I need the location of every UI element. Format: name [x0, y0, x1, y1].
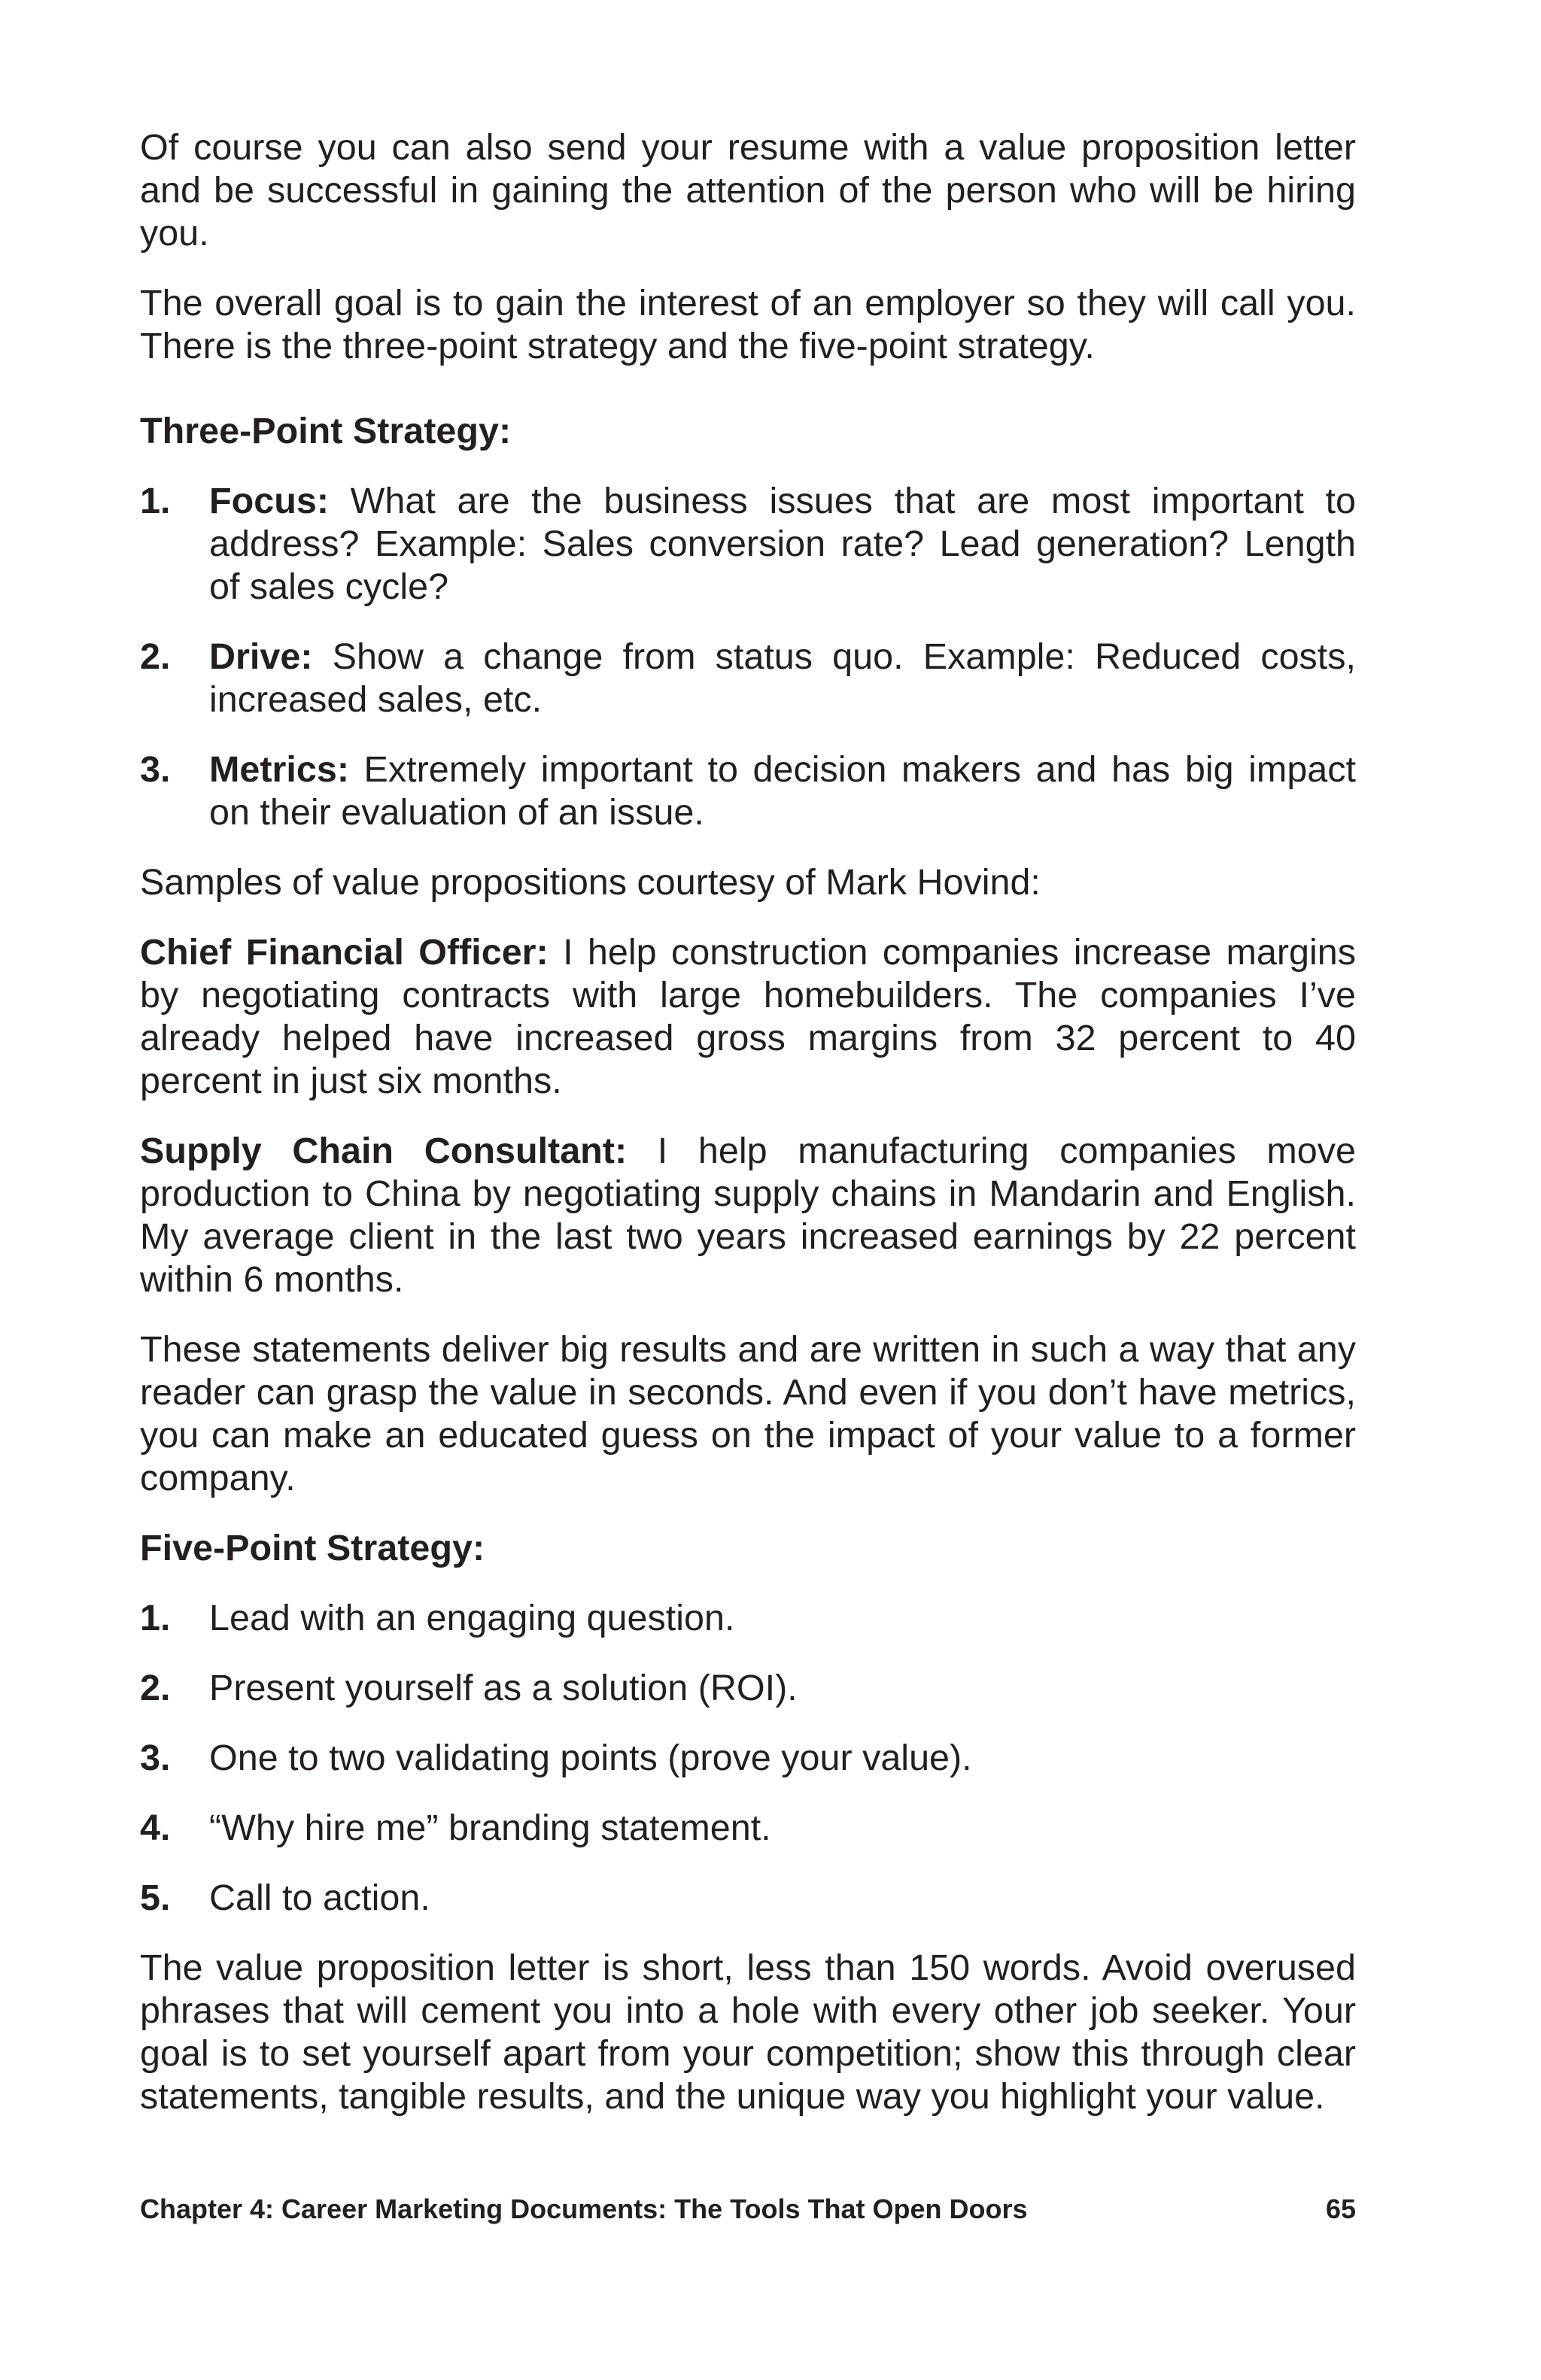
intro-paragraph-1: Of course you can also send your resume with a value proposition letter and be successful in gaining the attention of the person who will be hiring you.: [140, 127, 1356, 253]
sample-lead: Supply Chain Consultant:: [140, 1131, 628, 1171]
list-item-text: One to two validating points (prove your value).: [209, 1738, 972, 1778]
list-number: 1.: [140, 481, 171, 521]
sample-text: I help construction companies increase margins by negotiating contracts with large homebuilders. The companies I’ve already helped have increased gross margins from 32 percent to 40 percent in just six months.: [140, 932, 1356, 1101]
list-item: [140, 1667, 1356, 1710]
samples-intro: Samples of value propositions courtesy of Mark Hovind:: [140, 862, 1041, 903]
list-item-text: Lead with an engaging question.: [209, 1598, 735, 1638]
list-item-text: [209, 480, 1356, 609]
intro-paragraph-2: The overall goal is to gain the interest of an employer so they will call you. There is the three-point strategy and the five-point strategy.: [140, 283, 1356, 366]
list-item-description: What are the business issues that are most important to address? Example: Sales conversion rate? Lead generation? Length of sales cycle?: [209, 481, 1356, 607]
sample-lead: Chief Financial Officer:: [140, 932, 549, 973]
page-footer: [140, 2193, 1356, 2225]
list-item-lead: Metrics:: [209, 749, 349, 790]
list-number: 2.: [140, 1668, 171, 1708]
list-item: [140, 748, 1356, 834]
list-item-description: Extremely important to decision makers and has big impact on their evaluation of an issue.: [209, 749, 1356, 833]
list-item: [140, 1737, 1356, 1780]
list-number: 3.: [140, 1738, 171, 1778]
list-item: [140, 480, 1356, 609]
list-item: [140, 1807, 1356, 1850]
list-number: 5.: [140, 1878, 171, 1918]
list-item-description: Show a change from status quo. Example: Reduced costs, increased sales, etc.: [209, 636, 1356, 720]
page-number: 65: [1325, 2193, 1356, 2224]
running-footer-chapter: Chapter 4: Career Marketing Documents: The Tools That Open Doors: [140, 2193, 1028, 2224]
sample-supply-chain: [140, 1130, 1356, 1301]
list-item-text: “Why hire me” branding statement.: [209, 1808, 771, 1848]
list-item: [140, 1597, 1356, 1640]
list-item-lead: Focus:: [209, 481, 329, 521]
sample-cfo: [140, 931, 1356, 1103]
five-point-heading: Five-Point Strategy:: [140, 1528, 485, 1568]
three-point-heading: Three-Point Strategy:: [140, 411, 512, 451]
closing-paragraph: The value proposition letter is short, less than 150 words. Avoid overused phrases that will cement you into a hole with every other job seeker. Your goal is to set yourself apart from your competition; show this through clear statements, tangible results, and the unique way you highlight your value.: [140, 1947, 1356, 2117]
statements-paragraph: These statements deliver big results and are written in such a way that any reader can grasp the value in seconds. And even if you don’t have metrics, you can make an educated guess on the impact of your value to a former company.: [140, 1329, 1356, 1498]
list-item-text: [209, 636, 1356, 721]
list-item-text: Present yourself as a solution (ROI).: [209, 1668, 798, 1708]
list-number: 2.: [140, 636, 171, 677]
list-item: [140, 1877, 1356, 1920]
sample-text: I help manufacturing companies move production to China by negotiating supply chains in Mandarin and English. My average client in the last two years increased earnings by 22 percent within 6 months.: [140, 1131, 1356, 1300]
list-item: [140, 636, 1356, 721]
list-number: 1.: [140, 1598, 171, 1638]
list-item-text: [209, 748, 1356, 834]
three-point-list: [140, 480, 1356, 834]
list-number: 3.: [140, 749, 171, 790]
list-item-text: Call to action.: [209, 1878, 430, 1918]
page-body: [140, 126, 1356, 2145]
list-item-lead: Drive:: [209, 636, 313, 677]
list-number: 4.: [140, 1808, 171, 1848]
five-point-list: [140, 1597, 1356, 1920]
